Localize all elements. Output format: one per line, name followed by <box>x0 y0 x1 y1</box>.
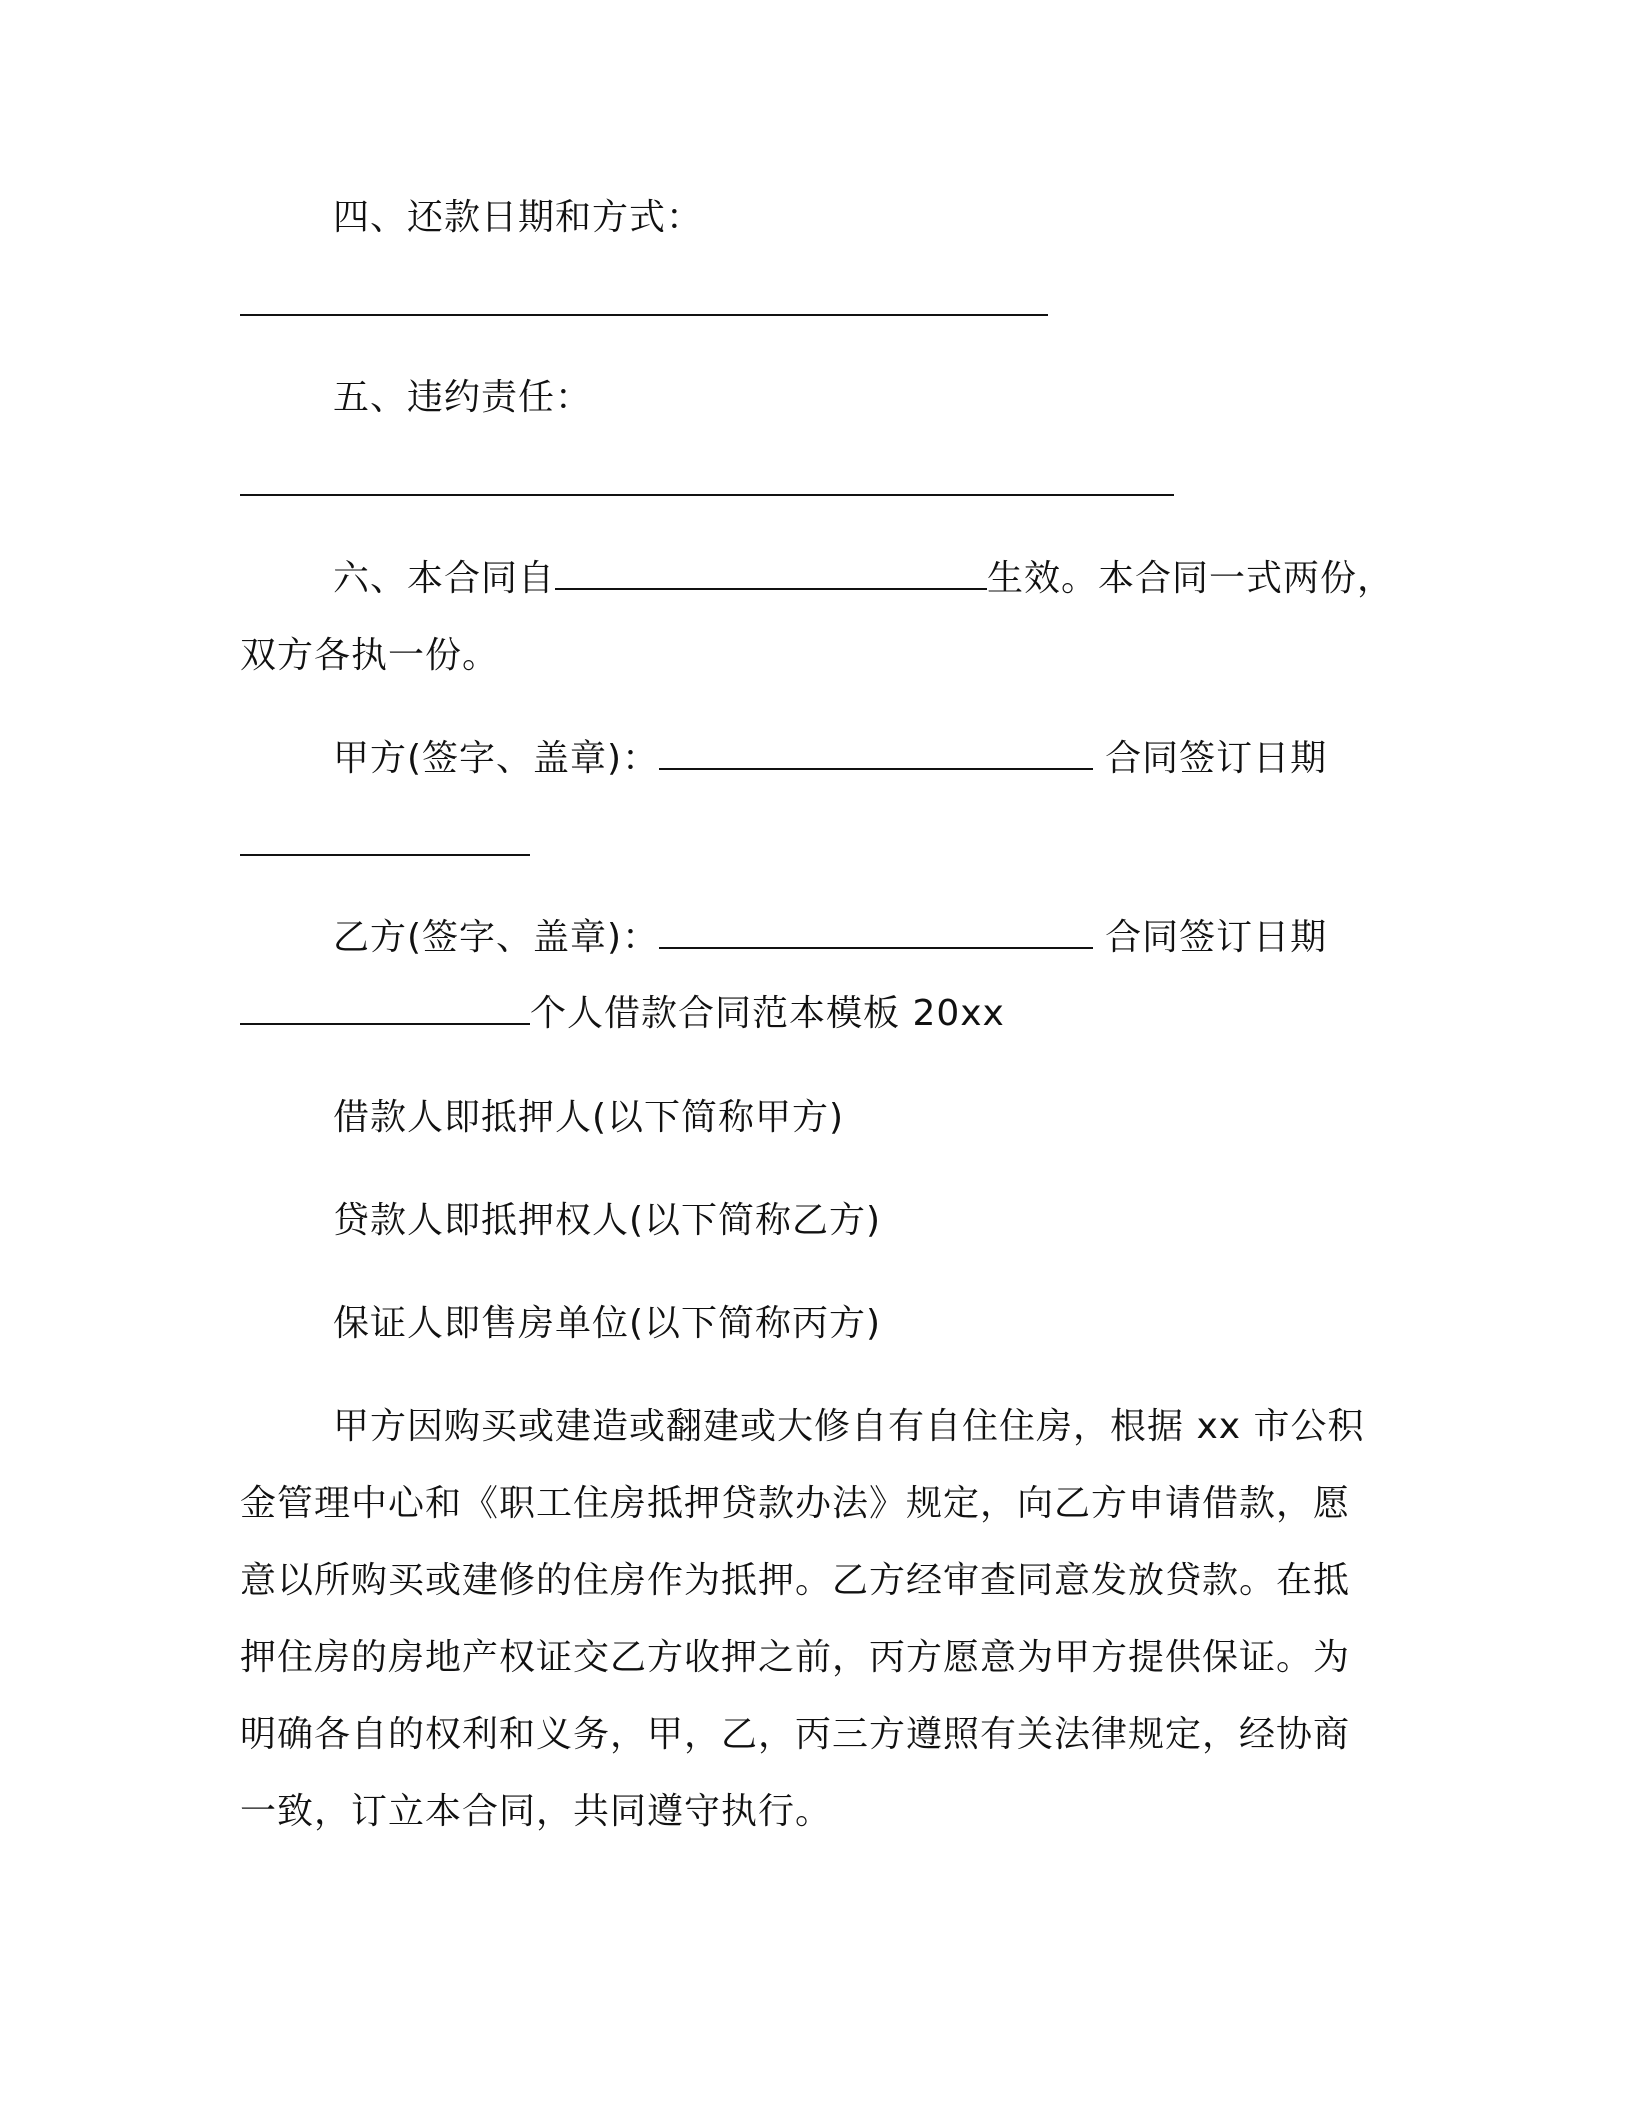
borrower-line: 借款人即抵押人(以下简称甲方) <box>333 1097 845 1138</box>
party-b-signature-line <box>333 914 1327 962</box>
section-6-line-2: 双方各执一份。 <box>240 635 500 676</box>
body-paragraph-line: 甲方因购买或建造或翻建或大修自有自住住房，根据 xx 市公积 <box>333 1406 1365 1447</box>
fill-in-blank-party-a-signature <box>659 738 1093 770</box>
party-b-label: 乙方(签字、盖章)： <box>333 917 660 958</box>
template-title: 个人借款合同范本模板 20xx <box>530 993 1005 1034</box>
body-paragraph-line: 意以所购买或建修的住房作为抵押。乙方经审查同意发放贷款。在抵 <box>240 1560 1351 1601</box>
fill-in-blank-liability <box>240 494 1174 496</box>
body-paragraph-line: 金管理中心和《职工住房抵押贷款办法》规定，向乙方申请借款，愿 <box>240 1483 1351 1524</box>
party-b-date-and-title-line <box>240 990 1005 1038</box>
party-b-sign-date-label: 合同签订日期 <box>1105 917 1328 958</box>
party-a-sign-date-label: 合同签订日期 <box>1105 738 1328 779</box>
fill-in-blank-party-b-date <box>240 993 530 1025</box>
section-4-heading: 四、还款日期和方式： <box>333 197 704 238</box>
fill-in-blank-repayment <box>240 314 1048 316</box>
section-6-suffix: 生效。本合同一式两份， <box>987 558 1395 599</box>
party-a-label: 甲方(签字、盖章)： <box>333 738 660 779</box>
fill-in-blank-effective-date <box>555 558 987 590</box>
lender-line: 贷款人即抵押权人(以下简称乙方) <box>333 1200 882 1241</box>
fill-in-blank-party-b-signature <box>659 917 1093 949</box>
section-6-line-1 <box>333 555 1394 603</box>
guarantor-line: 保证人即售房单位(以下简称丙方) <box>333 1303 882 1344</box>
body-paragraph-line: 明确各自的权利和义务，甲，乙，丙三方遵照有关法律规定，经协商 <box>240 1714 1351 1755</box>
party-a-signature-line <box>333 735 1327 783</box>
body-paragraph-line: 一致，订立本合同，共同遵守执行。 <box>240 1791 833 1832</box>
section-5-heading: 五、违约责任： <box>333 377 593 418</box>
body-paragraph-line: 押住房的房地产权证交乙方收押之前，丙方愿意为甲方提供保证。为 <box>240 1637 1351 1678</box>
section-6-prefix: 六、本合同自 <box>333 558 556 599</box>
fill-in-blank-party-a-date <box>240 854 530 856</box>
